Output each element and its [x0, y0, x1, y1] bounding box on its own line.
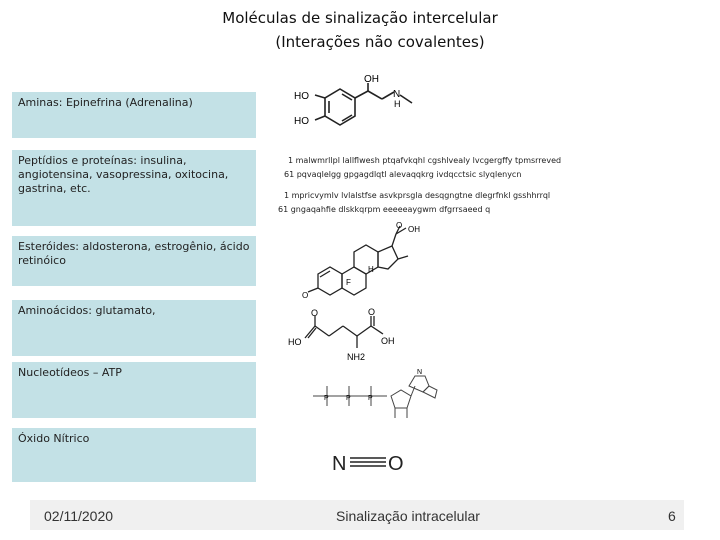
glu-ho: HO	[288, 337, 302, 347]
epi-oh: OH	[364, 75, 379, 85]
epi-n: N	[393, 89, 401, 100]
no-n: N	[332, 453, 347, 475]
epi-ho-2: HO	[294, 116, 309, 127]
steroid-h: H	[368, 265, 374, 274]
title-line-2: (Interações não covalentes)	[275, 33, 485, 51]
atp-n: N	[417, 369, 423, 376]
glu-o-2: O	[368, 308, 376, 317]
insulin-seq-line-2: 61 pqvaqlelgg gpgagdlqtl alevaqqkrg ivdqcctsic slyqlenycn	[284, 170, 522, 179]
nitric-oxide-structure	[330, 448, 420, 478]
footer-date: 02/11/2020	[44, 508, 114, 524]
insulin-seq-line-1: 1 malwmrllpl lallflwesh ptqafvkqhl cgshlvealy lvcgergffy tpmsrreved	[288, 156, 562, 165]
category-amines: Aminas: Epinefrina (Adrenalina)	[12, 92, 256, 138]
glu-nh2: NH2	[347, 352, 366, 362]
steroid-structure	[300, 222, 430, 302]
steroid-o-1: O	[396, 222, 403, 230]
category-peptides: Peptídios e proteínas: insulina, angiotensina, vasopressina, oxitocina, gastrina, etc.	[12, 150, 256, 226]
epi-ho-1: HO	[294, 91, 309, 102]
atp-structure	[305, 366, 445, 436]
category-steroids: Esteróides: aldosterona, estrogênio, ácido retinóico	[12, 236, 256, 286]
glutamate-structure	[285, 308, 395, 368]
atp-p-1: P	[324, 395, 329, 402]
footer-page-number: 6	[668, 508, 676, 524]
insulin-seq-line-3: 1 mpricvymlv lvlalstfse asvkprsgla desqgngtne dlegrfnkl gsshhrrql	[284, 191, 551, 200]
title-line-1: Moléculas de sinalização intercelular	[222, 9, 498, 27]
category-amino-acids: Aminoácidos: glutamato,	[12, 300, 256, 356]
atp-p-3: P	[368, 395, 373, 402]
glu-oh: OH	[381, 336, 395, 346]
epinephrine-structure	[290, 75, 430, 145]
no-o: O	[388, 453, 404, 475]
insulin-seq-line-4: 61 gngaqahfie dlskkqrpm eeeeeaygwm dfgrrsaeed q	[278, 205, 491, 214]
atp-p-2: P	[346, 395, 351, 402]
category-nitric-oxide: Óxido Nítrico	[12, 428, 256, 482]
steroid-o-2: O	[302, 291, 309, 300]
glu-o-1: O	[311, 308, 319, 318]
steroid-f: F	[346, 278, 351, 287]
epi-h: H	[394, 99, 401, 109]
category-nucleotides: Nucleotídeos – ATP	[12, 362, 256, 418]
steroid-oh: OH	[408, 225, 420, 234]
footer-title: Sinalização intracelular	[336, 508, 480, 524]
